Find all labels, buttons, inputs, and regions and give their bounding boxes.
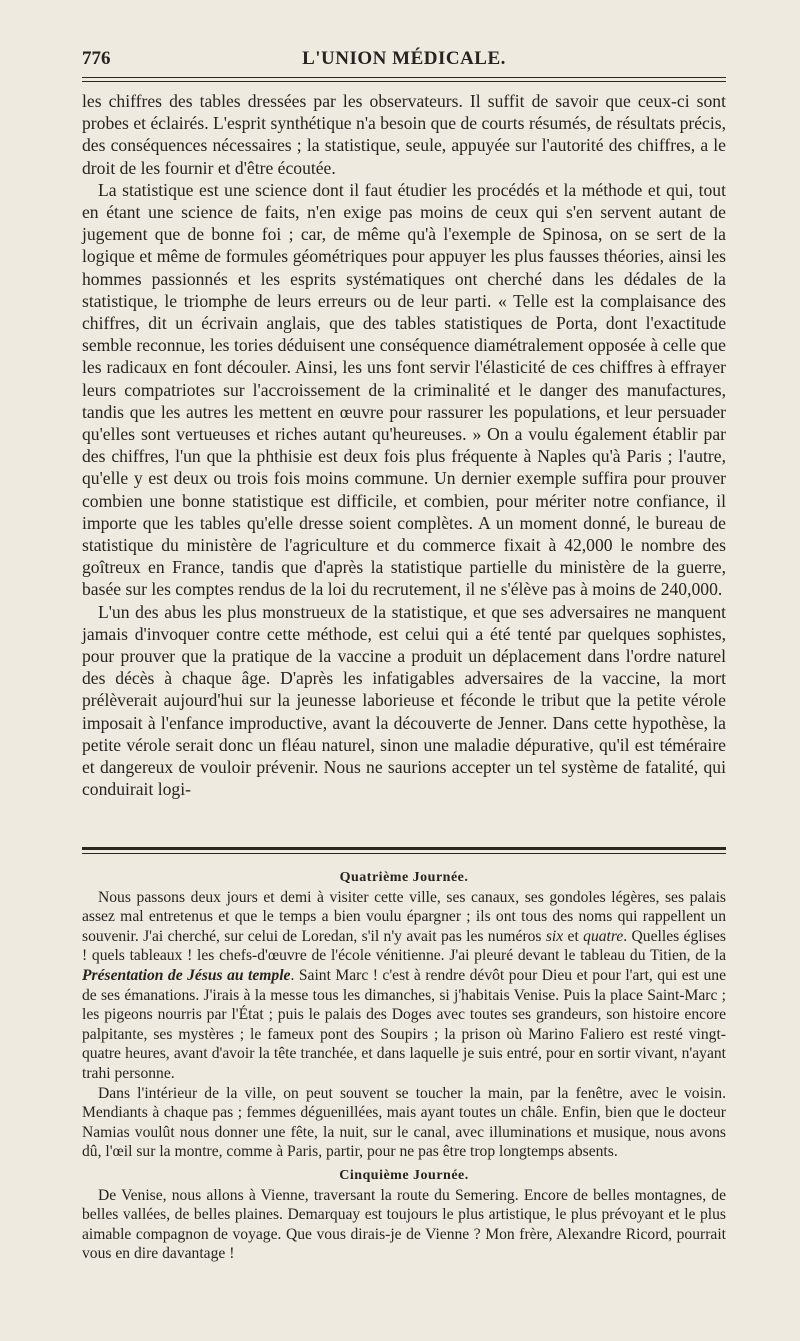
page-header [82, 44, 726, 76]
paragraph-2: La statistique est une science dont il faut étudier les procédés et la méthode et qui, tout en étant une science de faits, n'en exige pas moins de ceux qui s'en servent autant de jugement que de bonne foi ; car, de même qu'à l'exemple de Spinosa, on se sert de la logique et même de formules géométriques pour appuyer les plus fausses théories, ainsi les hommes passionnés et les esprits systématiques ont cherché dans les dédales de la statistique, le triomphe de leurs erreurs ou de leur parti. « Telle est la complaisance des chiffres, dit un écrivain anglais, que des tables statistiques de Porta, dont l'exactitude semble reconnue, les tories déduisent une conséquence diamétralement opposée à celle que les radicaux en font découler. Ainsi, les uns font servir l'élasticité de ces chiffres à effrayer leurs compatriotes sur l'accroissement de la criminalité et le danger des manufactures, tandis que les autres les mettent en œuvre pour rassurer les populations, et leur persuader qu'elles sont vertueuses et riches autant qu'heureuses. » On a voulu également établir par des chiffres, l'un que la phthisie est deux fois plus fréquente à Naples qu'à Paris ; l'autre, qu'elle y est deux ou trois fois moins commune. Un dernier exemple suffira pour prouver combien une bonne statistique est difficile, et combien, pour mériter notre confiance, il importe que les tables qu'elle dresse soient complètes. A un moment donné, le bureau de statistique du ministère de l'agriculture et du commerce fixait à 42,000 le nombre des goîtreux en France, tandis que d'après la statistique partielle du ministère de la guerre, basée sur les comptes rendus de la loi du recrutement, il ne s'élève pas à moins de 240,000. [82, 179, 726, 600]
section-heading-fourth-day: Quatrième Journée. [339, 870, 469, 885]
feuilleton-separator [82, 847, 726, 850]
paragraph-5: Dans l'intérieur de la ville, on peut souvent se toucher la main, par la fenêtre, avec le voisin. Mendiants à chaque pas ; femmes déguenillées, mais ayant toutes un châle. Enfin, bien que le docteur Namias voulût nous donner une fête, la nuit, sur le canal, avec illuminations et musique, nous avons dû, l'œil sur la montre, comme à Paris, partir, pour ne pas être trop longtemps absents. [82, 1084, 726, 1161]
paragraph-4-part-c: . Saint Marc ! c'est à rendre dévôt pour Dieu et pour l'art, qui est une de ses émanations. J'irais à la messe tous les dimanches, si j'habitais Venise. Puis la place Saint-Marc ; les pigeons nourris par l'État ; puis le palais des Doges avec toutes ses grandeurs, son histoire encore palpitante, ses mystères ; le fameux pont des Soupirs ; la prison où Marino Faliero est resté vingt-quatre heures, avant d'avoir la tête tranchée, et dans laquelle je suis entré, pour en sortir vivant, n'ayant trahi personne. [82, 966, 727, 1082]
page-number: 776 [82, 48, 111, 69]
header-rule-double [82, 81, 726, 82]
feuilleton-section [82, 868, 726, 1264]
running-title: L'UNION MÉDICALE. [302, 48, 506, 69]
emphasis-quatre: quatre [583, 927, 624, 945]
header-rule [82, 77, 726, 78]
paragraph-4 [82, 888, 726, 1084]
emphasis-painting-title: Présentation de Jésus au temple [82, 966, 291, 984]
section-heading-fifth-day: Cinquième Journée. [339, 1167, 469, 1183]
paragraph-4-and: et [563, 927, 584, 945]
paragraph-1: les chiffres des tables dressées par les observateurs. Il suffit de savoir que ceux-ci sont probes et éclairés. L'esprit synthétique n'a besoin que de courts résumés, de résultats précis, des conséquences nécessaires ; la statistique, seule, appuyée sur l'autorité des chiffres, a le droit de les fournir et d'être écoutée. [82, 91, 726, 178]
main-article-text [82, 90, 726, 801]
paragraph-6: De Venise, nous allons à Vienne, traversant la route du Semering. Encore de belles montagnes, de belles vallées, de belles plaines. Demarquay est toujours le plus artistique, le plus prévoyant et le plus aimable compagnon de voyage. Que vous dirais-je de Vienne ? Mon frère, Alexandre Ricord, pourrait vous en dire davantage ! [82, 1186, 726, 1263]
paragraph-3: L'un des abus les plus monstrueux de la statistique, et que ses adversaires ne manquent jamais d'invoquer contre cette méthode, est celui qui a été tenté par quelques sophistes, pour prouver que la pratique de la vaccine a produit un déplacement dans l'ordre naturel des décès à chaque âge. D'après les infatigables adversaires de la vaccine, la mort prélèverait aujourd'hui sur la jeunesse laborieuse et féconde le tribut que la petite vérole imposait à l'enfance improductive, avant la découverte de Jenner. Dans cette hypothèse, la petite vérole serait donc un fléau naturel, sinon une maladie dépurative, qu'il est téméraire et dangereux de vouloir prévenir. Nous ne saurions accepter un tel système de fatalité, qui conduirait logi- [82, 601, 726, 800]
emphasis-six: six [545, 927, 564, 945]
paragraph-4-part-b: . Quelles églises ! quels tableaux ! les chefs-d'œuvre de l'école vénitienne. J'ai pleuré devant le tableau du Titien, de la [82, 927, 726, 965]
paragraph-4-part-a: Nous passons deux jours et demi à visiter cette ville, ses canaux, ses gondoles légères, ses palais assez mal entretenus et que le temps a bien voulu épargner ; ils ont tous des noms qui rappellent un souvenir. J'ai cherché, sur celui de Loredan, s'il n'y avait pas les numéros [82, 888, 726, 945]
feuilleton-separator-thin [82, 853, 726, 854]
